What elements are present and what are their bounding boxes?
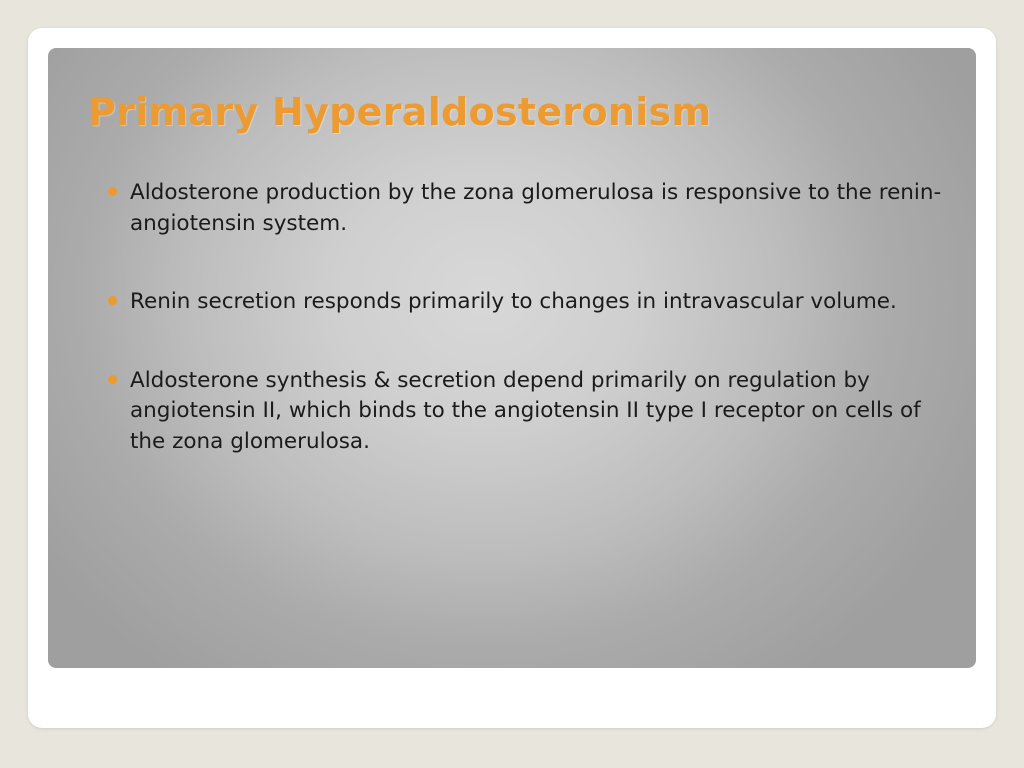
bullet-dot-icon	[102, 366, 130, 384]
slide-content-area	[48, 48, 976, 668]
list-item	[102, 366, 942, 458]
bullet-list	[102, 178, 942, 505]
list-item-text: Aldosterone production by the zona glomerulosa is responsive to the renin-angiotensin system.	[130, 180, 942, 236]
list-item	[102, 287, 942, 318]
bullet-dot-icon	[102, 287, 130, 305]
page-title: Primary Hyperaldosteronism	[88, 90, 712, 134]
list-item-text: Renin secretion responds primarily to changes in intravascular volume.	[130, 289, 897, 315]
list-item	[102, 178, 942, 239]
bullet-dot-icon	[102, 178, 130, 196]
slide-card	[28, 28, 996, 728]
list-item-text: Aldosterone synthesis & secretion depend primarily on regulation by angiotensin II, which binds to the angiotensin II type I receptor on cells of the zona glomerulosa.	[130, 367, 921, 454]
